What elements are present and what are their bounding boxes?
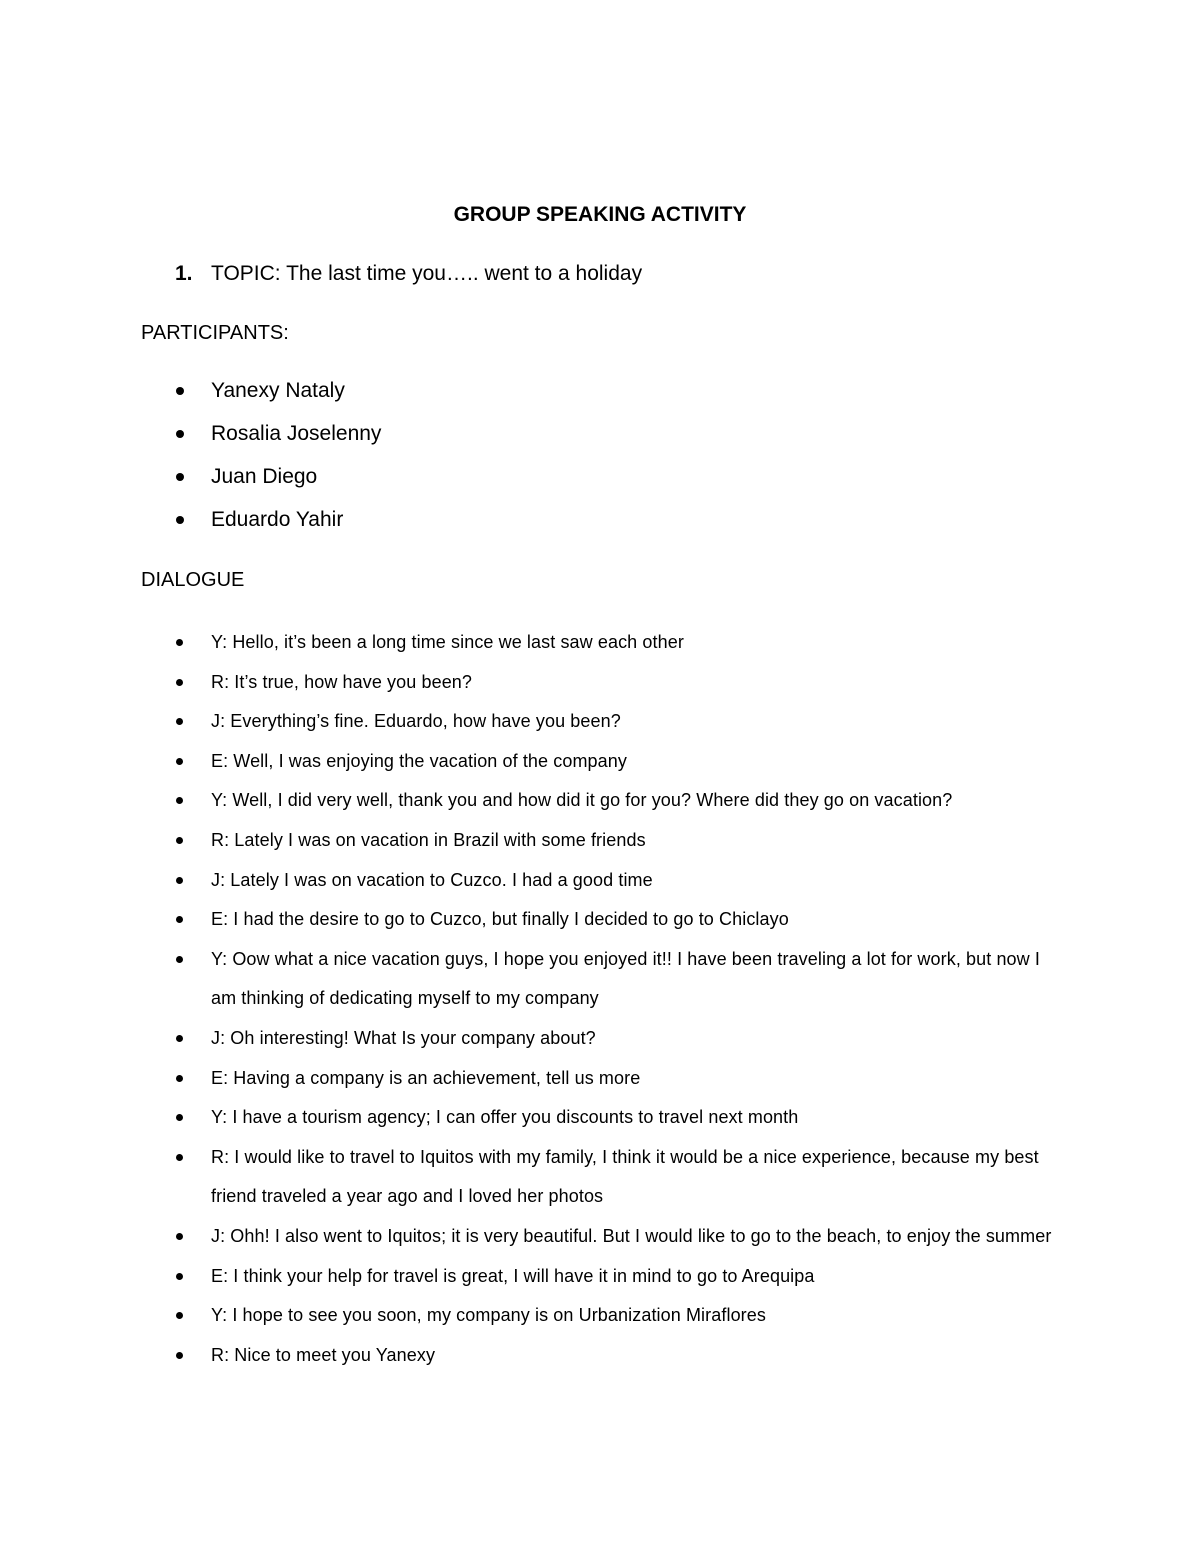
bullet-icon (176, 1273, 183, 1280)
dialogue-line (0, 781, 1200, 821)
dialogue-list (0, 623, 1200, 1375)
dialogue-line (0, 663, 1200, 703)
bullet-icon (176, 1312, 183, 1319)
dialogue-line (0, 1336, 1200, 1376)
dialogue-line (0, 940, 1200, 1019)
dialogue-text: Y: I have a tourism agency; I can offer you discounts to travel next month (211, 1107, 799, 1128)
dialogue-line (0, 1098, 1200, 1138)
bullet-icon (176, 516, 184, 524)
document-title: GROUP SPEAKING ACTIVITY (453, 203, 747, 226)
topic-text: TOPIC: The last time you….. went to a holiday (211, 262, 643, 285)
participant-name: Eduardo Yahir (211, 508, 344, 531)
dialogue-line (0, 1257, 1200, 1297)
bullet-icon (176, 758, 183, 765)
dialogue-line (0, 742, 1200, 782)
participant-item (0, 419, 1200, 462)
dialogue-line (0, 1059, 1200, 1099)
bullet-icon (176, 1075, 183, 1082)
bullet-icon (176, 1114, 183, 1121)
bullet-icon (176, 430, 184, 438)
dialogue-line (0, 702, 1200, 742)
bullet-icon (176, 639, 183, 646)
bullet-icon (176, 718, 183, 725)
dialogue-text: J: Lately I was on vacation to Cuzco. I had a good time (211, 869, 653, 890)
participant-item (0, 376, 1200, 419)
bullet-icon (176, 1154, 183, 1161)
dialogue-line (0, 1217, 1200, 1257)
bullet-icon (176, 797, 183, 804)
participant-item (0, 462, 1200, 505)
bullet-icon (176, 956, 183, 963)
bullet-icon (176, 837, 183, 844)
participant-name: Rosalia Joselenny (211, 422, 382, 445)
dialogue-text: J: Oh interesting! What Is your company about? (211, 1027, 596, 1048)
dialogue-line (0, 623, 1200, 663)
dialogue-text: J: Ohh! I also went to Iquitos; it is very beautiful. But I would like to go to the beach, to enjoy the summer (211, 1225, 1052, 1246)
participants-heading: PARTICIPANTS: (141, 322, 289, 344)
dialogue-text: J: Everything’s fine. Eduardo, how have you been? (211, 711, 621, 732)
bullet-icon (176, 1035, 183, 1042)
bullet-icon (176, 877, 183, 884)
dialogue-text: E: Having a company is an achievement, tell us more (211, 1067, 641, 1088)
topic-number: 1. (175, 262, 193, 285)
dialogue-text: R: Nice to meet you Yanexy (211, 1344, 436, 1365)
dialogue-heading: DIALOGUE (141, 569, 245, 591)
dialogue-line (0, 1296, 1200, 1336)
participant-name: Yanexy Nataly (211, 379, 345, 402)
bullet-icon (176, 387, 184, 395)
dialogue-text: Y: Oow what a nice vacation guys, I hope you enjoyed it!! I have been traveling a lot for work, but now I am thinking of dedicating myself to my company (211, 948, 1040, 1009)
bullet-icon (176, 916, 183, 923)
dialogue-line (0, 1138, 1200, 1217)
bullet-icon (176, 473, 184, 481)
bullet-icon (176, 1233, 183, 1240)
topic-line (175, 259, 642, 289)
dialogue-text: Y: I hope to see you soon, my company is on Urbanization Miraflores (211, 1305, 766, 1326)
dialogue-text: R: I would like to travel to Iquitos with my family, I think it would be a nice experience, because my best friend traveled a year ago and I loved her photos (211, 1146, 1039, 1207)
dialogue-text: Y: Well, I did very well, thank you and how did it go for you? Where did they go on vacation? (211, 790, 953, 811)
bullet-icon (176, 1352, 183, 1359)
dialogue-line (0, 861, 1200, 901)
bullet-icon (176, 679, 183, 686)
dialogue-line (0, 900, 1200, 940)
dialogue-text: E: Well, I was enjoying the vacation of the company (211, 750, 627, 771)
participant-name: Juan Diego (211, 465, 318, 488)
dialogue-text: R: It’s true, how have you been? (211, 671, 473, 692)
dialogue-text: E: I had the desire to go to Cuzco, but finally I decided to go to Chiclayo (211, 909, 789, 930)
participants-list (0, 376, 1200, 548)
dialogue-line (0, 821, 1200, 861)
dialogue-text: Y: Hello, it’s been a long time since we last saw each other (211, 632, 684, 652)
dialogue-text: E: I think your help for travel is great, I will have it in mind to go to Arequipa (211, 1265, 815, 1286)
participant-item (0, 505, 1200, 548)
dialogue-text: R: Lately I was on vacation in Brazil with some friends (211, 829, 646, 850)
dialogue-line (0, 1019, 1200, 1059)
